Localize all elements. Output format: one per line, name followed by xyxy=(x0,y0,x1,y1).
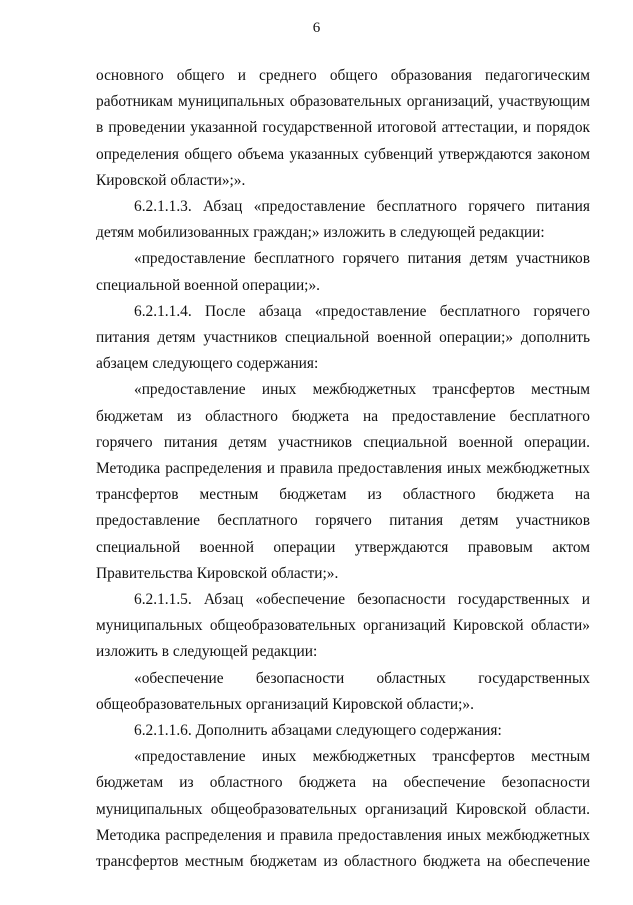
paragraph-6-2-1-1-3: 6.2.1.1.3. Абзац «предоставление бесплатного горячего питания детям мобилизованных граждан;» изложить в следующей редакции: xyxy=(96,198,590,242)
paragraph-quote-hot-meals: «предоставление бесплатного горячего питания детям участников специальной военной операции;». xyxy=(96,250,590,294)
paragraph-6-2-1-1-6: 6.2.1.1.6. Дополнить абзацами следующего содержания: xyxy=(134,722,502,740)
paragraph-quote-transfers-meals: «предоставление иных межбюджетных трансфертов местным бюджетам из областного бюджета на предоставление бесплатного горячего питания детям участников специальной военной операции. Методика распределения и правила предоставления иных межбюджетных трансфертов местным бюджетам из областного бюджета на предоставление бесплатного горячего питания детям участников специальной военной операции утверждаются правовым актом Правительства Кировской области;». xyxy=(96,381,590,582)
paragraph-quote-security: «обеспечение безопасности областных государственных общеобразовательных организаций Кировской области;». xyxy=(96,669,590,713)
paragraph-6-2-1-1-4: 6.2.1.1.4. После абзаца «предоставление бесплатного горячего питания детям участников специальной военной операции;» дополнить абзацем следующего содержания: xyxy=(96,302,590,373)
paragraph-quote-transfers-security: «предоставление иных межбюджетных трансфертов местным бюджетам из областного бюджета на обеспечение безопасности муниципальных общеобразовательных организаций Кировской области. Методика распределения и правила предоставления иных межбюджетных трансфертов местным бюджетам из областного бюджета на обеспечение xyxy=(96,748,590,871)
paragraph-6-2-1-1-5: 6.2.1.1.5. Абзац «обеспечение безопасности государственных и муниципальных общеобразовательных организаций Кировской области» изложить в следующей редакции: xyxy=(96,591,590,661)
page-number: 6 xyxy=(312,20,321,36)
document-body xyxy=(96,63,590,875)
paragraph-continuation: основного общего и среднего общего образования педагогическим работникам муниципальных образовательных организаций, участвующим в проведении указанной государственной итоговой аттестации, и порядок определения общего объема указанных субвенций утверждаются законом Кировской области»;». xyxy=(96,67,590,189)
